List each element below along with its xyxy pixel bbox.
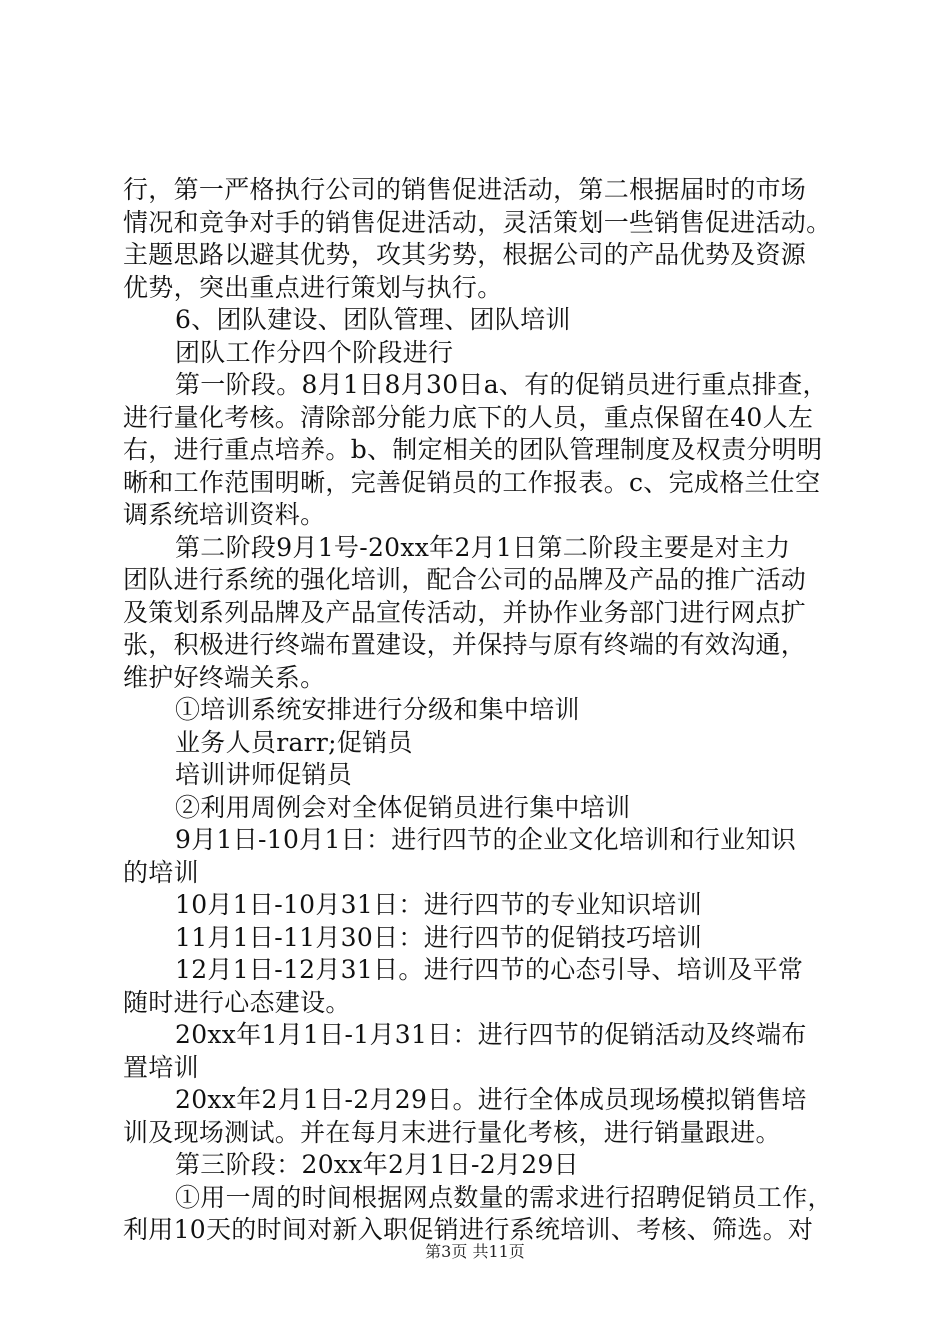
document-body [123, 174, 835, 1247]
text-line: 团队进行系统的强化培训，配合公司的品牌及产品的推广活动 [123, 565, 807, 594]
text-line: 12月1日-12月31日。进行四节的心态引导、培训及平常 [175, 955, 804, 984]
text-line: 主题思路以避其优势，攻其劣势，根据公司的产品优势及资源 [123, 240, 807, 269]
text-line: 第三阶段：20xx年2月1日-2月29日 [175, 1150, 579, 1179]
text-line: 随时进行心态建设。 [123, 987, 351, 1017]
page-footer: 第3页 共11页 [425, 1242, 525, 1261]
text-line: 10月1日-10月31日：进行四节的专业知识培训 [175, 890, 702, 919]
text-line: 维护好终端关系。 [123, 662, 326, 692]
text-line: 右，进行重点培养。b、制定相关的团队管理制度及权责分明明 [123, 435, 823, 464]
text-line: 第一阶段。8月1日8月30日a、有的促销员进行重点排查， [175, 370, 828, 399]
text-line: 9月1日-10月1日：进行四节的企业文化培训和行业知识 [175, 825, 797, 854]
text-line: 利用10天的时间对新入职促销进行系统培训、考核、筛选。对 [123, 1215, 814, 1244]
text-line: ①用一周的时间根据网点数量的需求进行招聘促销员工作， [175, 1182, 833, 1212]
text-line: 第二阶段9月1号-20xx年2月1日第二阶段主要是对主力 [175, 532, 791, 562]
text-line: 情况和竞争对手的销售促进活动，灵活策划一些销售促进活动。 [123, 207, 832, 237]
text-line: ①培训系统安排进行分级和集中培训 [175, 695, 580, 724]
text-line: 20xx年1月1日-1月31日：进行四节的促销活动及终端布 [175, 1020, 807, 1049]
text-line: 业务人员rarr;促销员 [175, 727, 413, 757]
text-line: 优势，突出重点进行策划与执行。 [123, 272, 503, 302]
text-line: 11月1日-11月30日：进行四节的促销技巧培训 [175, 922, 702, 952]
text-line: 行，第一严格执行公司的销售促进活动，第二根据届时的市场 [123, 175, 807, 204]
text-line: 调系统培训资料。 [123, 500, 326, 529]
text-line: 培训讲师促销员 [175, 760, 353, 789]
text-line: 6、团队建设、团队管理、团队培训 [175, 305, 571, 334]
text-line: 置培训 [123, 1052, 199, 1082]
text-line: 的培训 [123, 857, 199, 887]
text-line: 张，积极进行终端布置建设，并保持与原有终端的有效沟通， [123, 630, 807, 659]
text-line: ②利用周例会对全体促销员进行集中培训 [175, 792, 631, 822]
text-line: 晰和工作范围明晰，完善促销员的工作报表。c、完成格兰仕空 [123, 467, 821, 497]
text-line: 及策划系列品牌及产品宣传活动，并协作业务部门进行网点扩 [123, 597, 807, 627]
text-line: 20xx年2月1日-2月29日。进行全体成员现场模拟销售培 [175, 1085, 807, 1114]
text-line: 训及现场测试。并在每月末进行量化考核，进行销量跟进。 [123, 1117, 781, 1147]
text-line: 进行量化考核。清除部分能力底下的人员，重点保留在40人左 [123, 402, 814, 432]
text-line: 团队工作分四个阶段进行 [175, 337, 454, 367]
